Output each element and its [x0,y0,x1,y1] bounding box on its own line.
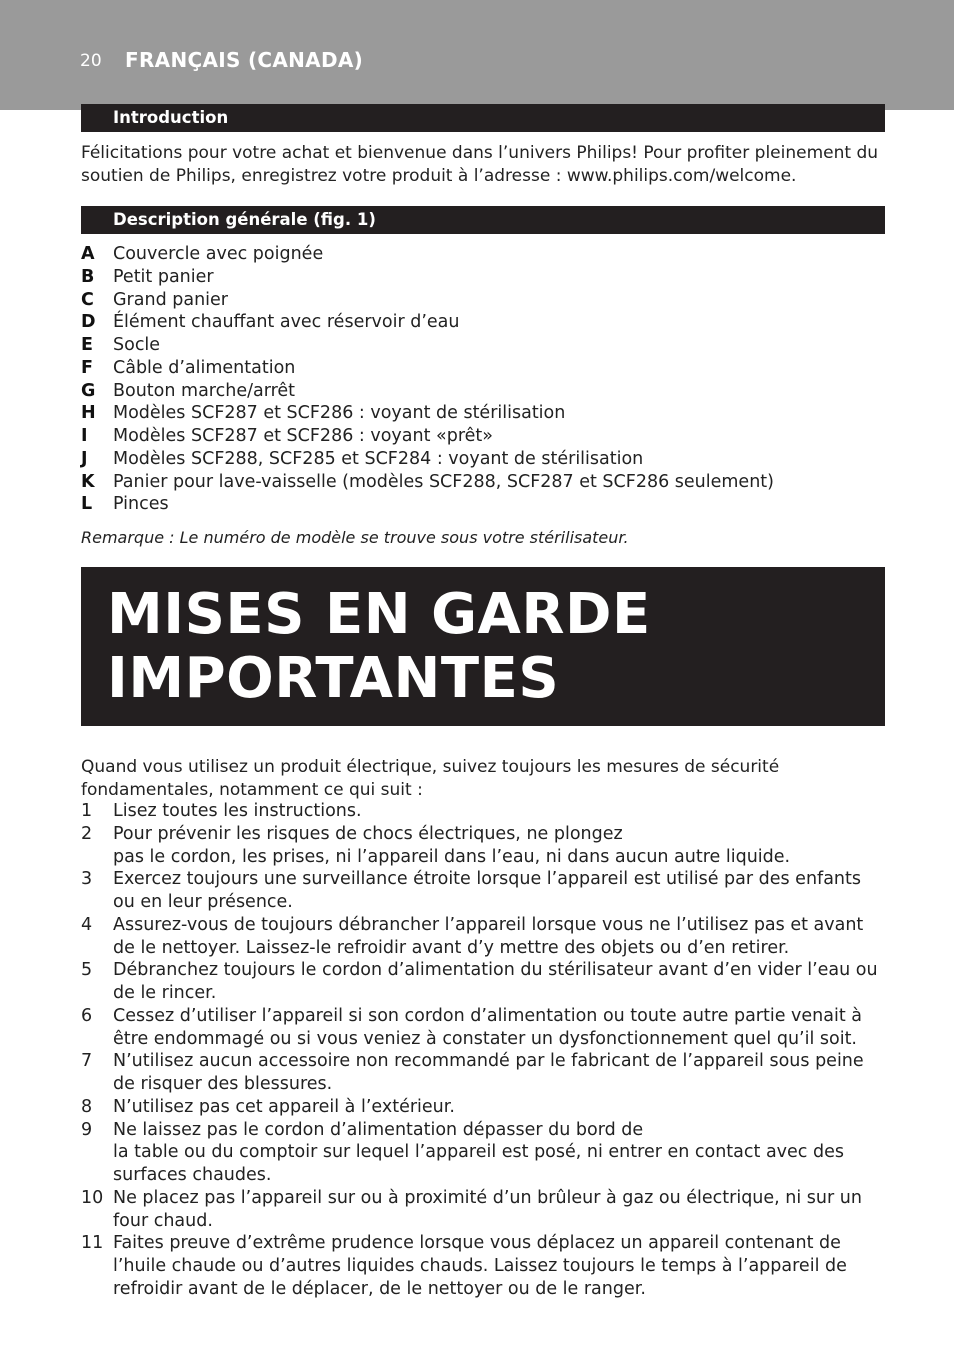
model-note: Remarque : Le numéro de modèle se trouve sous votre stérilisateur. [81,528,629,547]
warnings-list [81,800,887,1301]
item-text: Câble d’alimentation [113,357,296,378]
item-text: Assurez-vous de toujours débrancher l’appareil lorsque vous ne l’utilisez pas et avant de le nettoyer. Laissez-le refroidir avant d’y mettre des objets ou d’en retirer. [113,914,864,958]
page-number: 20 [80,51,102,71]
list-item [81,1232,887,1300]
list-item [81,357,885,380]
item-number: 5 [81,960,93,981]
list-item [81,959,887,1005]
item-text: Modèles SCF287 et SCF286 : voyant de stérilisation [113,403,566,424]
item-number: 4 [81,914,93,935]
item-letter: I [81,426,88,446]
item-text: Pour prévenir les risques de chocs électriques, ne plongez [113,823,623,844]
warnings-title-block [81,567,885,726]
list-item [81,471,885,494]
item-text: Ne laissez pas le cordon d’alimentation dépasser du bord de [113,1119,644,1140]
list-item [81,1187,887,1233]
list-item [81,493,885,516]
list-item [81,1050,887,1096]
item-number: 3 [81,869,93,890]
item-number: 1 [81,801,93,821]
item-text: Panier pour lave-vaisselle (modèles SCF288, SCF287 et SCF286 seulement) [113,471,774,492]
language-heading: FRANÇAIS (CANADA) [125,48,364,72]
item-text: Modèles SCF288, SCF285 et SCF284 : voyant de stérilisation [113,448,644,469]
item-text: Ne placez pas l’appareil sur ou à proximité d’un brûleur à gaz ou électrique, ni sur un four chaud. [113,1187,862,1231]
item-text: Débranchez toujours le cordon d’alimentation du stérilisateur avant d’en vider l’eau ou de le rincer. [113,960,878,1003]
item-letter: L [81,494,93,515]
item-letter: F [81,357,93,378]
item-text: Bouton marche/arrêt [113,380,296,401]
item-text: Cessez d’utiliser l’appareil si son cordon d’alimentation ou toute autre partie venait à être endommagé ou si vous veniez à constater un dysfonctionnement quel qu’il soit. [113,1005,862,1049]
list-item [81,289,885,312]
list-item [81,1096,887,1119]
item-text: N’utilisez pas cet appareil à l’extérieur. [113,1096,455,1117]
list-item [81,914,887,960]
item-letter: G [81,380,96,401]
item-letter: H [81,403,96,424]
list-item [81,868,887,914]
list-item [81,1005,887,1051]
item-number: 8 [81,1096,93,1117]
list-item [81,243,885,266]
warnings-title-line2: IMPORTANTES [107,646,560,711]
item-letter: B [81,266,95,287]
warnings-intro: Quand vous utilisez un produit électrique, suivez toujours les mesures de sécurité fondamentales, notamment ce qui suit : [81,757,780,800]
item-letter: K [81,471,95,492]
item-text: Pinces [113,494,169,515]
item-number: 11 [81,1233,104,1254]
page-header [0,0,954,110]
warnings-title-line1: MISES EN GARDE [107,582,651,647]
list-item [81,1119,887,1187]
item-number: 10 [81,1187,104,1208]
list-item [81,425,885,448]
item-number: 9 [81,1119,93,1140]
item-text: Élément chauffant avec réservoir d’eau [113,312,460,333]
list-item [81,266,885,289]
list-item [81,311,885,334]
item-text: Modèles SCF287 et SCF286 : voyant «prêt» [113,426,493,446]
item-letter: D [81,312,96,333]
description-heading: Description générale (fig. 1) [81,206,885,234]
item-text: N’utilisez aucun accessoire non recommandé par le fabricant de l’appareil sous peine de risquer des blessures. [113,1051,864,1094]
item-letter: J [81,448,88,469]
item-letter: C [81,289,94,310]
item-text: Faites preuve d’extrême prudence lorsque vous déplacez un appareil contenant de l’huile chaude ou d’autres liquides chauds. Laissez toujours le temps à l’appareil de refroidir avant de le déplacer, de le nettoyer ou de le ranger. [113,1233,847,1299]
item-text-continued: pas le cordon, les prises, ni l’appareil dans l’eau, ni dans aucun autre liquide. [113,846,791,867]
item-number: 2 [81,823,93,844]
list-item [81,334,885,357]
item-text: Socle [113,335,161,355]
parts-list [81,243,885,516]
item-text: Couvercle avec poignée [113,244,324,264]
list-item [81,402,885,425]
item-text: Lisez toutes les instructions. [113,801,362,821]
item-text: Grand panier [113,289,228,310]
item-text: Exercez toujours une surveillance étroite lorsque l’appareil est utilisé par des enfants ou en leur présence. [113,869,861,912]
introduction-text: Félicitations pour votre achat et bienvenue dans l’univers Philips! Pour profiter pleinement du soutien de Philips, enregistrez votre produit à l’adresse : www.philips.com/welcome. [81,143,879,186]
list-item [81,448,885,471]
item-text-continued: la table ou du comptoir sur lequel l’appareil est posé, ni entrer en contact avec des surfaces chaudes. [113,1142,844,1185]
item-number: 6 [81,1005,93,1026]
item-text: Petit panier [113,266,214,287]
item-letter: E [81,335,93,355]
introduction-heading: Introduction [81,104,885,132]
list-item [81,800,887,823]
item-letter: A [81,244,95,264]
item-number: 7 [81,1051,93,1072]
list-item [81,823,887,869]
list-item [81,380,885,403]
